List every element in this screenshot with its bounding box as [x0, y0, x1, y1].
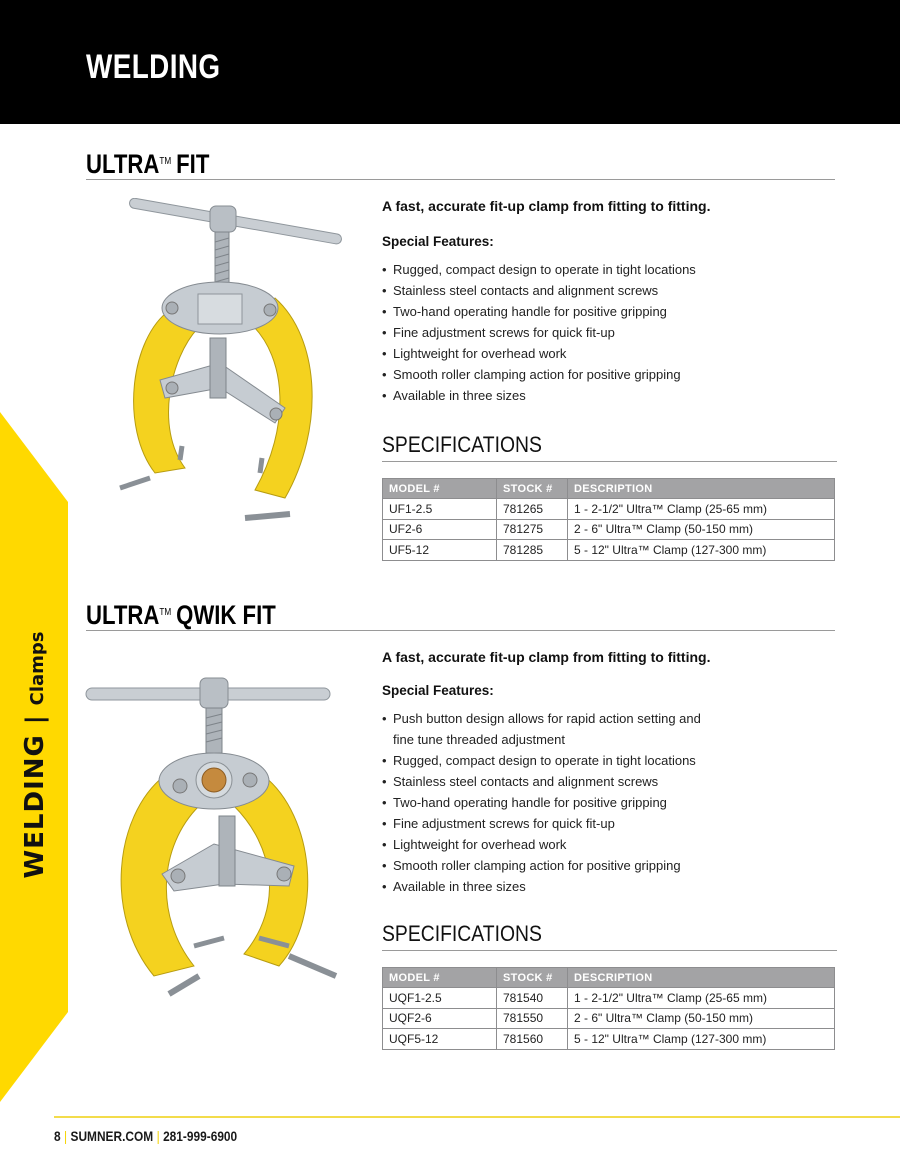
- side-tab-separator: |: [21, 715, 49, 725]
- column-header-description: DESCRIPTION: [568, 479, 835, 499]
- footer-phone: 281-999-6900: [163, 1128, 238, 1144]
- feature-item: • Rugged, compact design to operate in tight locations: [382, 259, 837, 280]
- ultra-fit-clamp-image: [110, 198, 350, 528]
- ultra-qwik-fit-clamp-image: [84, 676, 344, 1006]
- feature-item: • Lightweight for overhead work: [382, 343, 837, 364]
- feature-item: • Two-hand operating handle for positive gripping: [382, 301, 837, 322]
- column-header-stock: STOCK #: [497, 968, 568, 988]
- page-footer: [54, 1128, 237, 1144]
- feature-item: • Smooth roller clamping action for positive gripping: [382, 364, 837, 385]
- product-title-ultra-fit: [86, 150, 835, 180]
- footer-divider: [54, 1116, 900, 1118]
- product-tagline: A fast, accurate fit-up clamp from fitting to fitting.: [382, 649, 711, 665]
- footer-website-link[interactable]: SUMNER.COM: [70, 1128, 154, 1144]
- features-heading: Special Features:: [382, 683, 494, 698]
- model-cell: UQF1-2.5: [383, 988, 497, 1009]
- ultra-fit-specifications: [382, 432, 837, 561]
- model-cell: UQF5-12: [383, 1029, 497, 1050]
- product-name-suffix: FIT: [176, 149, 210, 179]
- feature-item: • Stainless steel contacts and alignment screws: [382, 280, 837, 301]
- feature-item: • Rugged, compact design to operate in tight locations: [382, 750, 722, 771]
- stock-cell: 781275: [497, 519, 568, 540]
- column-header-stock: STOCK #: [497, 479, 568, 499]
- description-cell: 2 - 6" Ultra™ Clamp (50-150 mm): [568, 519, 835, 540]
- features-list: [382, 259, 837, 406]
- model-cell: UQF2-6: [383, 1008, 497, 1029]
- stock-cell: 781540: [497, 988, 568, 1009]
- model-cell: UF1-2.5: [383, 499, 497, 520]
- product-name-suffix: QWIK FIT: [176, 600, 276, 630]
- description-cell: 1 - 2-1/2" Ultra™ Clamp (25-65 mm): [568, 988, 835, 1009]
- stock-cell: 781285: [497, 540, 568, 561]
- ultra-fit-info: [382, 198, 837, 406]
- side-tab-subsection: Clamps: [27, 631, 48, 706]
- product-name: ULTRA: [86, 149, 160, 179]
- feature-item: • Fine adjustment screws for quick fit-up: [382, 322, 837, 343]
- table-header-row: [383, 479, 835, 499]
- description-cell: 5 - 12" Ultra™ Clamp (127-300 mm): [568, 1029, 835, 1050]
- footer-separator: |: [156, 1128, 160, 1144]
- feature-item: • Smooth roller clamping action for positive gripping: [382, 855, 722, 876]
- description-cell: 2 - 6" Ultra™ Clamp (50-150 mm): [568, 1008, 835, 1029]
- description-cell: 5 - 12" Ultra™ Clamp (127-300 mm): [568, 540, 835, 561]
- model-cell: UF5-12: [383, 540, 497, 561]
- table-row: [383, 1008, 835, 1029]
- page-number: 8: [54, 1128, 61, 1144]
- footer-separator: |: [64, 1128, 68, 1144]
- feature-item: • Fine adjustment screws for quick fit-up: [382, 813, 722, 834]
- model-cell: UF2-6: [383, 519, 497, 540]
- product-tagline: A fast, accurate fit-up clamp from fitting to fitting.: [382, 198, 711, 214]
- table-header-row: [383, 968, 835, 988]
- specifications-heading: SPECIFICATIONS: [382, 921, 837, 951]
- feature-item: • Lightweight for overhead work: [382, 834, 722, 855]
- trademark-mark: TM: [159, 156, 172, 167]
- stock-cell: 781265: [497, 499, 568, 520]
- column-header-model: MODEL #: [383, 479, 497, 499]
- column-header-model: MODEL #: [383, 968, 497, 988]
- feature-item: • Available in three sizes: [382, 876, 722, 897]
- stock-cell: 781560: [497, 1029, 568, 1050]
- feature-item: • Available in three sizes: [382, 385, 837, 406]
- side-tab-section: WELDING: [20, 734, 50, 879]
- header-banner: [0, 0, 900, 124]
- table-row: [383, 499, 835, 520]
- feature-item: • Two-hand operating handle for positive gripping: [382, 792, 722, 813]
- specifications-table: [382, 478, 835, 561]
- product-name: ULTRA: [86, 600, 160, 630]
- column-header-description: DESCRIPTION: [568, 968, 835, 988]
- feature-item: • Stainless steel contacts and alignment screws: [382, 771, 722, 792]
- table-row: [383, 1029, 835, 1050]
- product-title-ultra-qwik-fit: [86, 601, 835, 631]
- features-list: [382, 708, 722, 897]
- specifications-table: [382, 967, 835, 1050]
- stock-cell: 781550: [497, 1008, 568, 1029]
- table-row: [383, 540, 835, 561]
- side-tab-label: [20, 631, 50, 878]
- table-row: [383, 519, 835, 540]
- page-title: WELDING: [86, 48, 221, 86]
- feature-item: • Push button design allows for rapid action setting and fine tune threaded adjustment: [382, 708, 722, 750]
- ultra-qwik-fit-info: [382, 649, 837, 897]
- trademark-mark: TM: [159, 607, 172, 618]
- table-row: [383, 988, 835, 1009]
- description-cell: 1 - 2-1/2" Ultra™ Clamp (25-65 mm): [568, 499, 835, 520]
- ultra-qwik-fit-specifications: [382, 921, 837, 1050]
- specifications-heading: SPECIFICATIONS: [382, 432, 837, 462]
- features-heading: Special Features:: [382, 234, 494, 249]
